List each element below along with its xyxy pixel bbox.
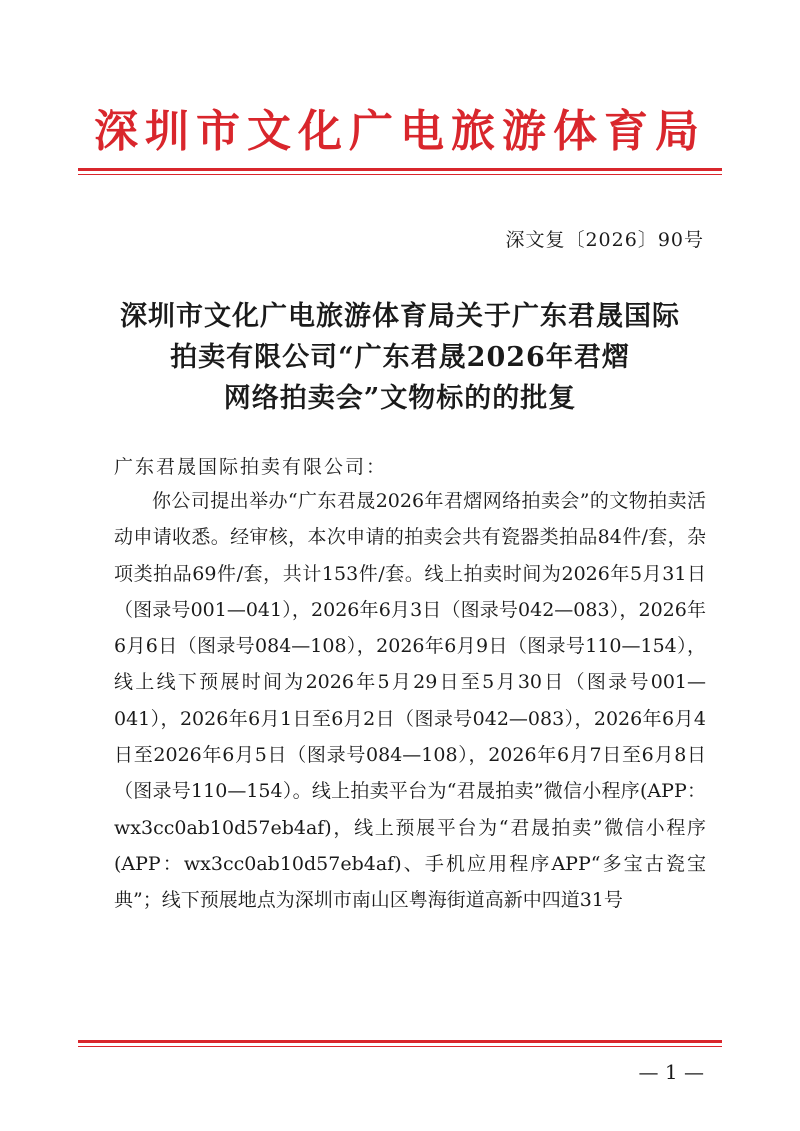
recipient-line: 广东君晟国际拍卖有限公司：: [114, 456, 388, 478]
document-title: [78, 296, 722, 419]
title-line-3: 网络拍卖会”文物标的的批复: [223, 383, 577, 414]
header-rule-thick: [78, 168, 722, 171]
title-line-2: 拍卖有限公司“广东君晟2026年君熠: [170, 342, 630, 373]
footer-rule-thick: [78, 1040, 722, 1043]
issuing-authority-header: 深圳市文化广电旅游体育局: [94, 106, 706, 157]
title-line-1: 深圳市文化广电旅游体育局关于广东君晟国际: [120, 301, 680, 332]
document-number: 深文复〔2026〕90号: [505, 229, 704, 251]
header-rule-thin: [78, 174, 722, 175]
footer-rule-thin: [78, 1046, 722, 1047]
page-number: — 1 —: [638, 1060, 704, 1084]
body-paragraph: 你公司提出举办“广东君晟2026年君熠网络拍卖会”的文物拍卖活动申请收悉。经审核，本次申请的拍卖会共有瓷器类拍品84件/套，杂项类拍品69件/套，共计153件/套。线上拍卖时间为2026年5月31日（图录号001—041），2026年6月3日（图录号042—083），2026年6月6日（图录号084—108），2026年6月9日（图录号110—154），线上线下预展时间为2026年5月29日至5月30日（图录号001—041），2026年6月1日至6月2日（图录号042—083），2026年6月4日至2026年6月5日（图录号084—108），2026年6月7日至6月8日（图录号110—154）。线上拍卖平台为“君晟拍卖”微信小程序(APP：wx3cc0ab10d57eb4af)，线上预展平台为“君晟拍卖”微信小程序(APP：wx3cc0ab10d57eb4af)、手机应用程序APP“多宝古瓷宝典”；线下预展地点为深圳市南山区粤海街道高新中四道31号: [114, 490, 706, 912]
